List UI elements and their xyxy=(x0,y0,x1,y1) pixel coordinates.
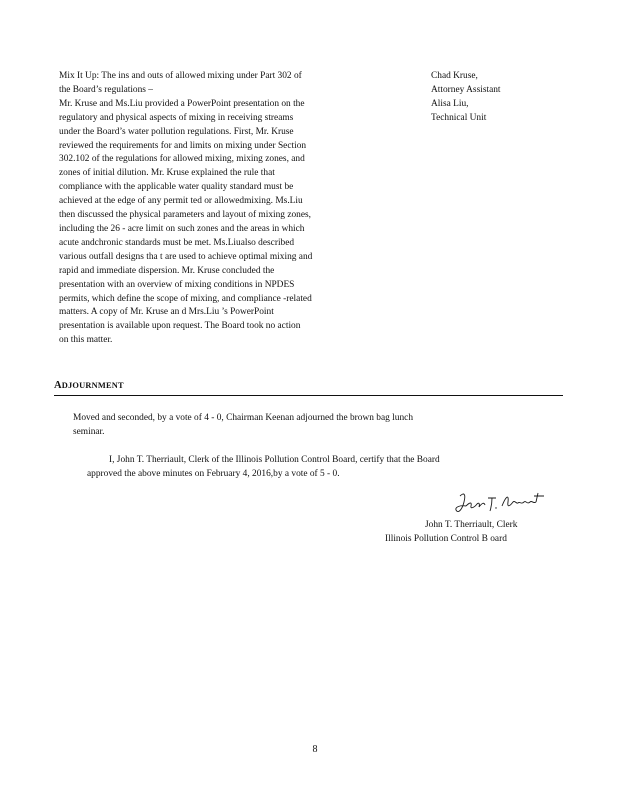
presenter-line: Chad Kruse, xyxy=(431,71,478,81)
certification-text xyxy=(87,454,537,482)
text-line: achieved at the edge of any permit ted or allowedmixing. Ms.Liu xyxy=(59,196,303,207)
text-line: regulatory and physical aspects of mixing in receiving streams xyxy=(59,112,294,123)
clerk-name: John T. Therriault, Clerk xyxy=(425,520,518,530)
text-line: Mr. Kruse and Ms.Liu provided a PowerPoint presentation on the xyxy=(59,98,305,109)
text-line: under the Board’s water pollution regulations. First, Mr. Kruse xyxy=(59,126,294,137)
text-line: compliance with the applicable water quality standard must be xyxy=(59,182,294,193)
presenter-line: Technical Unit xyxy=(431,112,487,123)
text-line: rapid and immediate dispersion. Mr. Kruse concluded the xyxy=(59,265,275,276)
agenda-item-text xyxy=(59,70,377,348)
text-line: including the 26 - acre limit on such zones and the areas in which xyxy=(59,223,305,234)
page-number: 8 xyxy=(312,744,318,755)
text-line: permits, which define the scope of mixing, and compliance -related xyxy=(59,293,312,304)
text-line: zones of initial dilution. Mr. Kruse explained the rule that xyxy=(59,168,275,179)
text-line: on this matter. xyxy=(59,335,113,346)
text-line: seminar. xyxy=(73,426,105,437)
presenter-line: Alisa Liu, xyxy=(431,98,469,109)
text-line: Moved and seconded, by a vote of 4 - 0, Chairman Keenan adjourned the brown bag lunch xyxy=(73,413,414,423)
text-line: presentation is available upon request. The Board took no action xyxy=(59,321,301,332)
heading-initial: A xyxy=(54,380,62,391)
text-line: various outfall designs tha t are used to achieve optimal mixing and xyxy=(59,251,313,262)
text-line: approved the above minutes on February 4, 2016,by a vote of 5 - 0. xyxy=(87,468,340,479)
text-line: then discussed the physical parameters and layout of mixing zones, xyxy=(59,210,312,221)
clerk-title: Illinois Pollution Control B oard xyxy=(385,534,507,544)
text-line: I, John T. Therriault, Clerk of the Illinois Pollution Control Board, certify that the Board xyxy=(109,455,440,465)
presenters-list xyxy=(431,70,501,126)
heading-rest: DJOURNMENT xyxy=(61,381,124,390)
text-line: 302.102 of the regulations for allowed mixing, mixing zones, and xyxy=(59,154,305,165)
text-line: acute andchronic standards must be met. Ms.Liualso described xyxy=(59,237,295,248)
section-divider xyxy=(54,395,563,396)
text-line: matters. A copy of Mr. Kruse an d Mrs.Liu ’s PowerPoint xyxy=(59,307,274,318)
text-line: Mix It Up: The ins and outs of allowed mixing under Part 302 of xyxy=(59,71,302,81)
presenter-line: Attorney Assistant xyxy=(431,84,501,95)
adjournment-text xyxy=(73,412,533,440)
text-line: presentation with an overview of mixing conditions in NPDES xyxy=(59,279,295,290)
text-line: the Board’s regulations – xyxy=(59,84,153,95)
text-line: reviewed the requirements for and limits on mixing under Section xyxy=(59,140,307,151)
handwritten-signature xyxy=(452,490,548,518)
section-heading-adjournment xyxy=(54,380,124,391)
